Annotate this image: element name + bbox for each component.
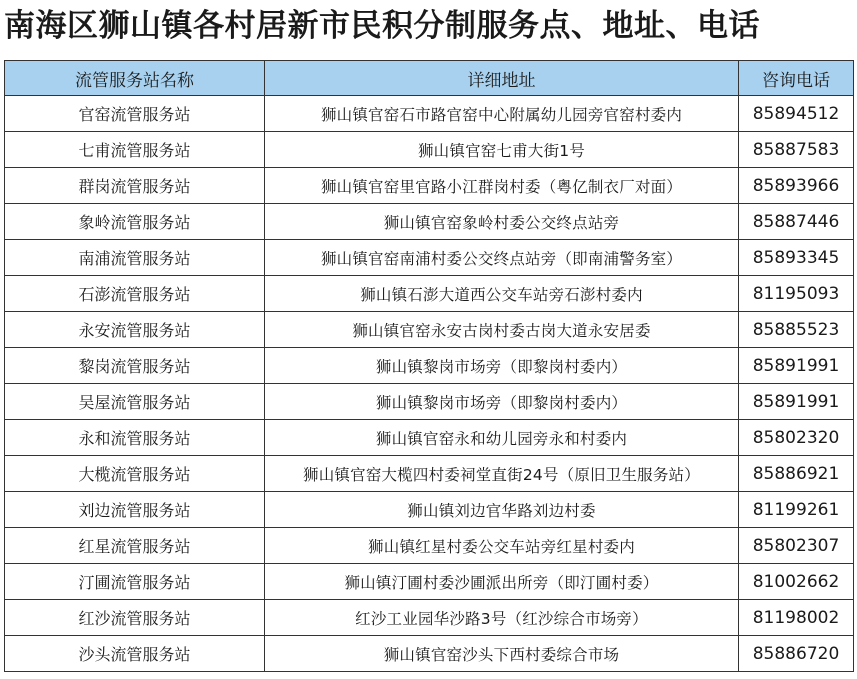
address-cell: 狮山镇石澎大道西公交车站旁石澎村委内 — [265, 276, 739, 312]
phone-cell: 85894512 — [739, 96, 854, 132]
table-row — [5, 132, 854, 168]
table-body — [5, 96, 854, 672]
station-name-cell: 沙头流管服务站 — [5, 636, 265, 672]
address-cell: 狮山镇官窑永安古岗村委古岗大道永安居委 — [265, 312, 739, 348]
phone-cell: 85891991 — [739, 384, 854, 420]
table-row — [5, 528, 854, 564]
phone-cell: 85893966 — [739, 168, 854, 204]
address-cell: 狮山镇官窑七甫大街1号 — [265, 132, 739, 168]
table-row — [5, 312, 854, 348]
station-name-cell: 南浦流管服务站 — [5, 240, 265, 276]
table-row — [5, 348, 854, 384]
address-cell: 狮山镇官窑象岭村委公交终点站旁 — [265, 204, 739, 240]
station-name-cell: 吴屋流管服务站 — [5, 384, 265, 420]
phone-cell: 81195093 — [739, 276, 854, 312]
table-row — [5, 492, 854, 528]
phone-cell: 85886921 — [739, 456, 854, 492]
station-name-cell: 七甫流管服务站 — [5, 132, 265, 168]
station-name-cell: 红星流管服务站 — [5, 528, 265, 564]
station-name-cell: 汀圃流管服务站 — [5, 564, 265, 600]
page-title: 南海区狮山镇各村居新市民积分制服务点、地址、电话 — [4, 8, 760, 44]
phone-cell: 85802307 — [739, 528, 854, 564]
station-name-cell: 永安流管服务站 — [5, 312, 265, 348]
table-row — [5, 276, 854, 312]
station-name-cell: 黎岗流管服务站 — [5, 348, 265, 384]
table-header-row — [5, 61, 854, 96]
address-cell: 狮山镇刘边官华路刘边村委 — [265, 492, 739, 528]
table-row — [5, 96, 854, 132]
address-cell: 狮山镇黎岗市场旁（即黎岗村委内） — [265, 348, 739, 384]
phone-cell: 85893345 — [739, 240, 854, 276]
phone-cell: 85885523 — [739, 312, 854, 348]
table-row — [5, 564, 854, 600]
address-cell: 狮山镇汀圃村委沙圃派出所旁（即汀圃村委） — [265, 564, 739, 600]
phone-cell: 85886720 — [739, 636, 854, 672]
phone-cell: 85887446 — [739, 204, 854, 240]
station-name-cell: 刘边流管服务站 — [5, 492, 265, 528]
phone-cell: 85887583 — [739, 132, 854, 168]
table-row — [5, 204, 854, 240]
table-row — [5, 168, 854, 204]
address-cell: 狮山镇官窑南浦村委公交终点站旁（即南浦警务室） — [265, 240, 739, 276]
address-cell: 狮山镇官窑里官路小江群岗村委（粤亿制衣厂对面） — [265, 168, 739, 204]
address-cell: 红沙工业园华沙路3号（红沙综合市场旁） — [265, 600, 739, 636]
header-address: 详细地址 — [265, 61, 739, 96]
table-row — [5, 456, 854, 492]
station-name-cell: 官窑流管服务站 — [5, 96, 265, 132]
address-cell: 狮山镇官窑永和幼儿园旁永和村委内 — [265, 420, 739, 456]
phone-cell: 81002662 — [739, 564, 854, 600]
header-phone: 咨询电话 — [739, 61, 854, 96]
station-name-cell: 群岗流管服务站 — [5, 168, 265, 204]
phone-cell: 81198002 — [739, 600, 854, 636]
service-points-table — [4, 60, 854, 672]
table-row — [5, 240, 854, 276]
phone-cell: 81199261 — [739, 492, 854, 528]
address-cell: 狮山镇黎岗市场旁（即黎岗村委内） — [265, 384, 739, 420]
table-row — [5, 600, 854, 636]
phone-cell: 85891991 — [739, 348, 854, 384]
station-name-cell: 象岭流管服务站 — [5, 204, 265, 240]
station-name-cell: 石澎流管服务站 — [5, 276, 265, 312]
table-row — [5, 420, 854, 456]
station-name-cell: 永和流管服务站 — [5, 420, 265, 456]
address-cell: 狮山镇官窑大榄四村委祠堂直街24号（原旧卫生服务站） — [265, 456, 739, 492]
table-row — [5, 384, 854, 420]
station-name-cell: 大榄流管服务站 — [5, 456, 265, 492]
table-row — [5, 636, 854, 672]
address-cell: 狮山镇官窑石市路官窑中心附属幼儿园旁官窑村委内 — [265, 96, 739, 132]
address-cell: 狮山镇官窑沙头下西村委综合市场 — [265, 636, 739, 672]
address-cell: 狮山镇红星村委公交车站旁红星村委内 — [265, 528, 739, 564]
station-name-cell: 红沙流管服务站 — [5, 600, 265, 636]
phone-cell: 85802320 — [739, 420, 854, 456]
header-station-name: 流管服务站名称 — [5, 61, 265, 96]
